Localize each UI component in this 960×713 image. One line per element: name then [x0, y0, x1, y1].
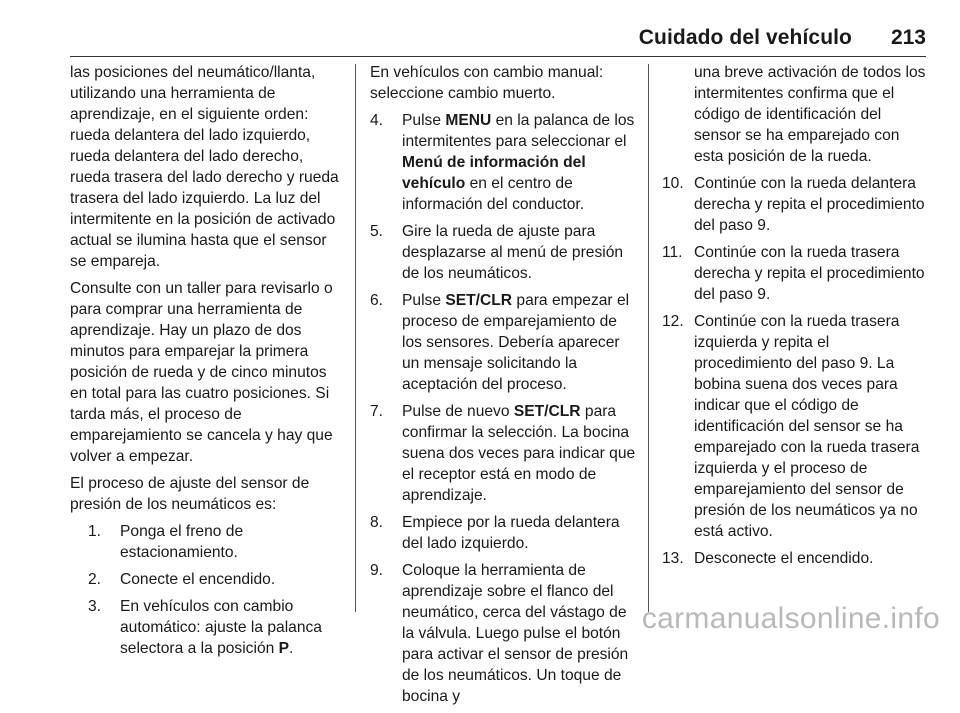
step-text: en la palanca de los intermitentes para seleccionar el	[402, 112, 635, 150]
step-text: Pulse de nuevo	[402, 403, 514, 420]
step-number: 6.	[370, 292, 384, 309]
step-text: Coloque la herramienta de aprendizaje sobre el flanco del neumático, cerca del vástago de la válvula. Luego pulse el botón para activar el sensor de presión de los neumáticos. Un toque de bocina y	[402, 562, 629, 705]
step-number: 1.	[88, 523, 102, 540]
paragraph: las posiciones del neumático/llanta, utilizando una herramienta de aprendizaje, en el siguiente orden: rueda delantera del lado izquierdo, rueda delantera del lado derecho, rueda trasera del lado derecho y rueda trasera del lado izquierdo. La luz del intermitente en la posición de activado actual se ilumina hasta que el sensor se empareja.	[70, 64, 339, 270]
step-number: 11.	[662, 244, 683, 261]
step-text: Desconecte el encendido.	[694, 550, 874, 567]
list-item	[370, 512, 638, 554]
column-divider-2	[648, 64, 649, 612]
step-number: 3.	[88, 598, 102, 615]
column-left	[70, 62, 342, 665]
step-list	[70, 521, 342, 659]
step-number: 8.	[370, 514, 384, 531]
step-text: para confirmar la selección. La bocina suena dos veces para indicar que el receptor está en modo de aprendizaje.	[402, 403, 636, 504]
paragraph: El proceso de ajuste del sensor de presión de los neumáticos es:	[70, 475, 310, 513]
page-title: Cuidado del vehículo	[638, 26, 852, 49]
list-item	[88, 596, 342, 659]
watermark[interactable]: carmanualsonline.info	[641, 602, 940, 635]
step-text: una breve activación de todos los intermitentes confirma que el código de identificación del sensor se ha emparejado con esta posición de la rueda.	[694, 64, 926, 165]
page-number: 213	[890, 26, 926, 49]
step-text: Empiece por la rueda delantera del lado izquierdo.	[402, 514, 620, 552]
list-item	[662, 311, 930, 542]
step-list	[662, 62, 930, 569]
list-item	[662, 242, 930, 305]
column-middle	[370, 62, 638, 713]
header-divider	[70, 56, 926, 57]
step-text: Ponga el freno de estacionamiento.	[120, 523, 244, 561]
step-number: 2.	[88, 571, 102, 588]
column-divider-1	[355, 64, 356, 612]
step-text: en el centro de información del conductor.	[402, 175, 585, 213]
list-item	[662, 548, 930, 569]
step-text: Pulse	[402, 292, 446, 309]
step-text-end: .	[289, 640, 294, 657]
step-key: P	[278, 640, 290, 657]
list-item	[88, 521, 342, 563]
step-text: para empezar el proceso de emparejamiento de los sensores. Debería aparecer un mensaje solicitando la aceptación del proceso.	[402, 292, 630, 393]
control-label: MENU	[445, 112, 492, 129]
list-item	[88, 569, 342, 590]
menu-label: Menú de información del vehículo	[402, 154, 586, 192]
step-number: 12.	[662, 313, 684, 330]
column-right	[662, 62, 930, 575]
step-number: 9.	[370, 562, 384, 579]
paragraph: En vehículos con cambio manual: seleccione cambio muerto.	[370, 64, 604, 102]
list-item	[370, 110, 638, 215]
step-text: Pulse	[402, 112, 446, 129]
step-text: Continúe con la rueda delantera derecha y repita el procedimiento del paso 9.	[694, 175, 925, 234]
list-item	[370, 401, 638, 506]
step-text: Gire la rueda de ajuste para desplazarse al menú de presión de los neumáticos.	[402, 223, 624, 282]
page-header	[0, 26, 960, 54]
control-label: SET/CLR	[445, 292, 513, 309]
step-number: 5.	[370, 223, 384, 240]
step-list	[370, 110, 638, 707]
paragraph: Consulte con un taller para revisarlo o para comprar una herramienta de aprendizaje. Hay un plazo de dos minutos para emparejar la primera posición de rueda y de cinco minutos en total para las cuatro posiciones. Si tarda más, el proceso de emparejamiento se cancela y hay que volver a empezar.	[70, 280, 333, 465]
step-text: Continúe con la rueda trasera izquierda y repita el procedimiento del paso 9. La bobina suena dos veces para indicar que el código de identificación del sensor se ha emparejado con la rueda trasera izquierda y el proceso de emparejamiento del sensor de presión de los neumáticos ya no está activo.	[694, 313, 920, 540]
control-label: SET/CLR	[513, 403, 581, 420]
step-number: 13.	[662, 550, 684, 567]
step-number: 7.	[370, 403, 384, 420]
list-item	[370, 290, 638, 395]
step-number: 4.	[370, 112, 384, 129]
list-item-continuation	[662, 62, 930, 167]
step-text: Conecte el encendido.	[120, 571, 276, 588]
list-item	[370, 221, 638, 284]
list-item	[662, 173, 930, 236]
list-item	[370, 560, 638, 707]
step-text: En vehículos con cambio automático: ajuste la palanca selectora a la posición	[120, 598, 322, 657]
step-text: Continúe con la rueda trasera derecha y repita el procedimiento del paso 9.	[694, 244, 925, 303]
step-number: 10.	[662, 175, 684, 192]
